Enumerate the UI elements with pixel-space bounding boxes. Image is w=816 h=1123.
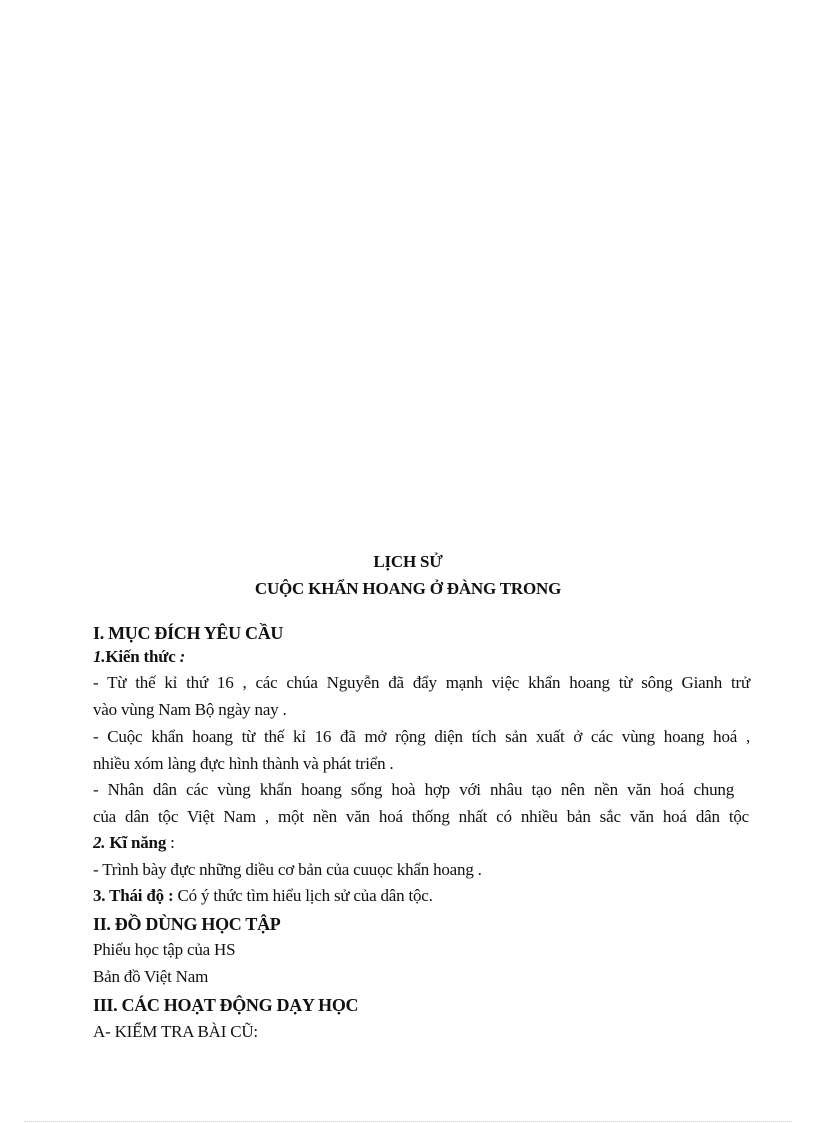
knowledge-label-text: Kiến thức	[105, 647, 176, 666]
knowledge-line-3: - Cuộc khẩn hoang từ thế kỉ 16 đã mở rộng diện tích sản xuất ở các vùng hoang hoá ,	[93, 727, 750, 746]
knowledge-colon: :	[175, 647, 186, 666]
materials-item-2: Bản đồ Việt Nam	[93, 967, 209, 986]
page-bottom-divider	[24, 1121, 792, 1122]
skills-line: - Trình bày đực những diều cơ bản của cuuọc khẩn hoang .	[93, 860, 482, 879]
knowledge-line-6: của dân tộc Việt Nam , một nền văn hoá thống nhất có nhiều bản sắc văn hoá dân tộc	[93, 807, 749, 826]
skills-label-text: Kĩ năng	[105, 833, 167, 852]
attitude-line	[93, 886, 433, 906]
section-3-sub: A- KIỂM TRA BÀI CŨ:	[93, 1022, 258, 1041]
knowledge-line-2: vào vùng Nam Bộ ngày nay .	[93, 700, 287, 719]
knowledge-number: 1.	[93, 647, 106, 666]
knowledge-line-1: - Từ thế kỉ thứ 16 , các chúa Nguyễn đã đẩy mạnh việc khẩn hoang từ sông Gianh trử	[93, 673, 750, 692]
subject-heading: LỊCH SỬ	[373, 552, 443, 571]
section-2-heading: II. ĐỒ DÙNG HỌC TẬP	[93, 914, 281, 934]
attitude-text: Có ý thức tìm hiểu lịch sử của dân tộc.	[173, 886, 433, 905]
attitude-label: 3. Thái độ :	[93, 886, 174, 905]
skills-number: 2.	[93, 833, 106, 852]
knowledge-line-4: nhiều xóm làng đực hình thành và phát triển .	[93, 754, 394, 773]
section-3-heading: III. CÁC HOẠT ĐỘNG DẠY HỌC	[93, 995, 359, 1015]
section-1-heading: I. MỤC ĐÍCH YÊU CẦU	[93, 623, 284, 643]
skills-label	[93, 833, 175, 853]
knowledge-line-5: - Nhân dân các vùng khẩn hoang sống hoà hợp với nhâu tạo nên nền văn hoá chung	[93, 780, 734, 799]
materials-item-1: Phiếu học tập của HS	[93, 940, 236, 959]
lesson-title: CUỘC KHẨN HOANG Ở ĐÀNG TRONG	[254, 579, 562, 598]
skills-colon: :	[166, 833, 175, 852]
knowledge-label	[93, 647, 185, 667]
